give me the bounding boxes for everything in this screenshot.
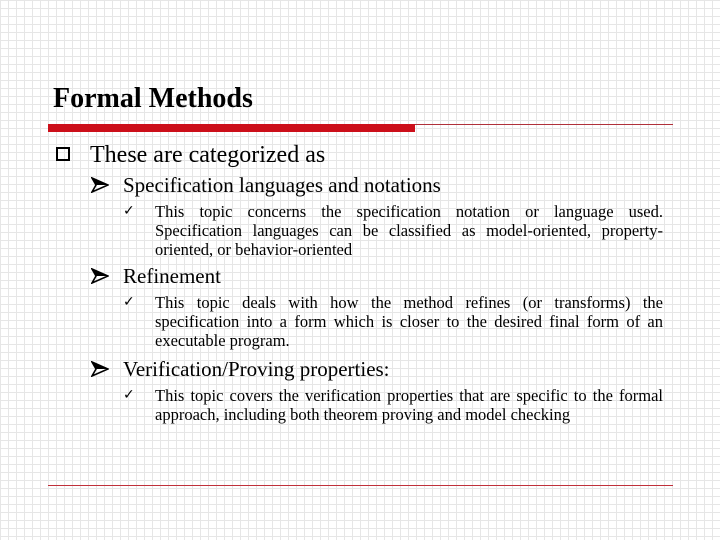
main-bullet-text: These are categorized as [90, 142, 326, 168]
checkmark-icon: ✓ [123, 203, 135, 219]
arrow-right-icon [91, 177, 109, 193]
hollow-square-icon [56, 147, 70, 161]
section-detail-text: This topic concerns the specification notation or language used. Specification languages can be classified as model-oriented, property-oriented, or behavior-oriented [155, 202, 663, 259]
slide-title: Formal Methods [53, 83, 253, 114]
arrow-right-icon [91, 361, 109, 377]
checkmark-icon: ✓ [123, 387, 135, 403]
section-heading-text: Specification languages and notations [123, 173, 441, 197]
section-detail-text: This topic covers the verification properties that are specific to the formal approach, including both theorem proving and model checking [155, 386, 663, 424]
section-heading-text: Verification/Proving properties: [123, 357, 390, 381]
title-divider-accent [48, 124, 415, 132]
arrow-right-icon [91, 268, 109, 284]
section-detail-text: This topic deals with how the method refines (or transforms) the specification into a form which is closer to the desired final form of an executable program. [155, 293, 663, 350]
footer-divider [48, 485, 673, 486]
checkmark-icon: ✓ [123, 294, 135, 310]
section-heading-text: Refinement [123, 264, 221, 288]
